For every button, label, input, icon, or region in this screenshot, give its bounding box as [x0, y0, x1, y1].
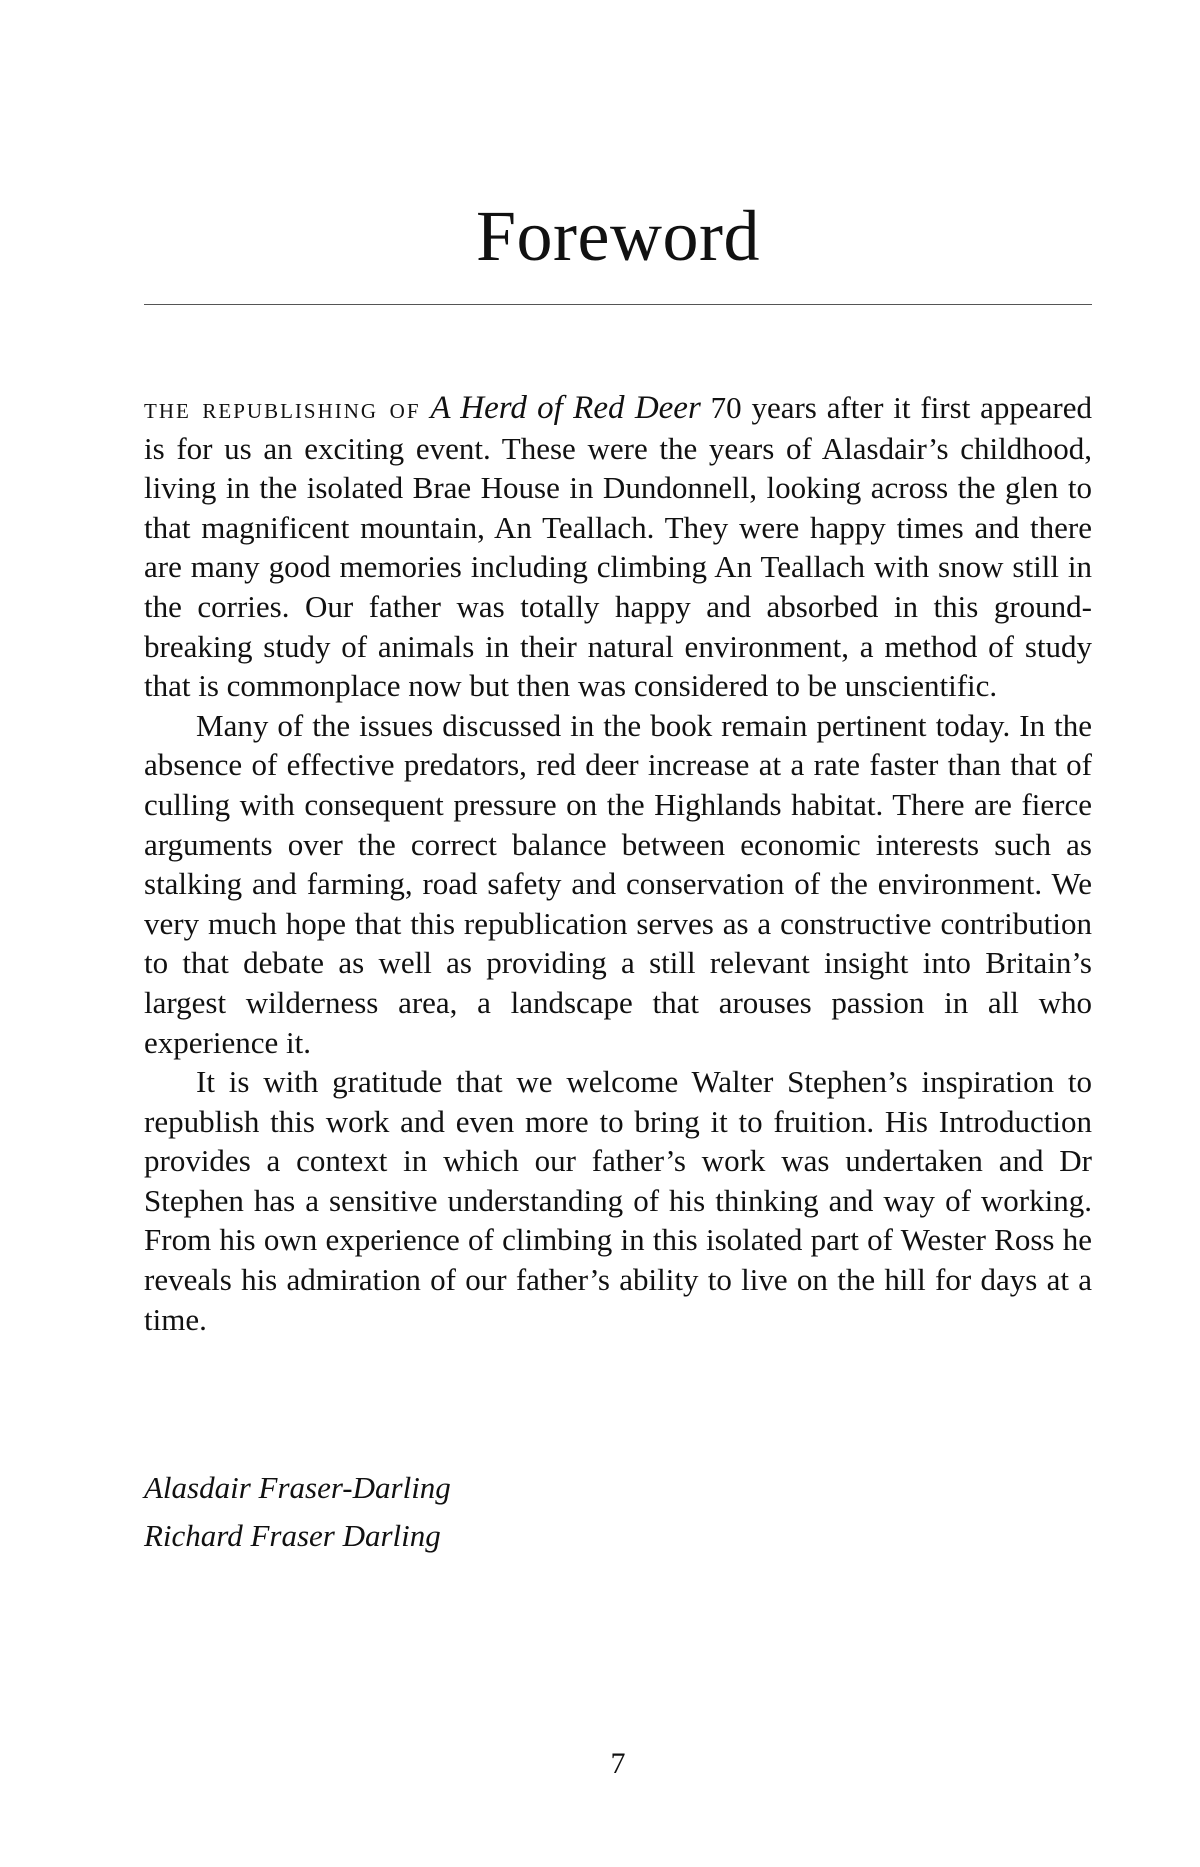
paragraph-2: Many of the issues discussed in the book remain pertinent today. In the absence of effective predators, red deer increase at a rate faster than that of culling with consequent pressure on the Highlands habitat. There are fierce arguments over the correct balance between economic interests such as stalking and farming, road safety and conservation of the environment. We very much hope that this republication serves as a constructive contribution to that debate as well as providing a still relevant insight into Britain’s largest wilderness area, a landscape that arouses passion in all who experience it. — [144, 707, 1092, 1060]
paragraph-1 — [144, 388, 1092, 706]
signature-line: Alasdair Fraser-Darling — [144, 1470, 451, 1505]
page-number: 7 — [610, 1747, 626, 1780]
signature-block — [144, 1464, 451, 1560]
paragraph-1-text: 70 years after it first appeared is for us an exciting event. These were the years of Alasdair’s childhood, living in the isolated Brae House in Dundonnell, looking across the glen to that magnificent mountain, An Teallach. They were happy times and there are many good memories including climbing An Teallach with snow still in the corries. Our father was totally happy and absorbed in this ground-breaking study of animals in their natural environment, a method of study that is commonplace now but then was considered to be unscientific. — [144, 390, 1093, 704]
paragraph-3: It is with gratitude that we welcome Walter Stephen’s inspiration to republish this work and even more to bring it to fruition. His Introduction provides a context in which our father’s work was undertaken and Dr Stephen has a sensitive understanding of his thinking and way of working. From his own experience of climbing in this isolated part of Wester Ross he reveals his admiration of our father’s ability to live on the hill for days at a time. — [144, 1064, 1092, 1337]
opening-smallcaps: the republishing of — [144, 392, 421, 425]
foreword-body — [144, 388, 1092, 1339]
book-title: A Herd of Red Deer — [430, 390, 701, 426]
page-title: Foreword — [476, 196, 760, 276]
signature-line: Richard Fraser Darling — [144, 1518, 441, 1553]
title-divider — [144, 304, 1092, 305]
